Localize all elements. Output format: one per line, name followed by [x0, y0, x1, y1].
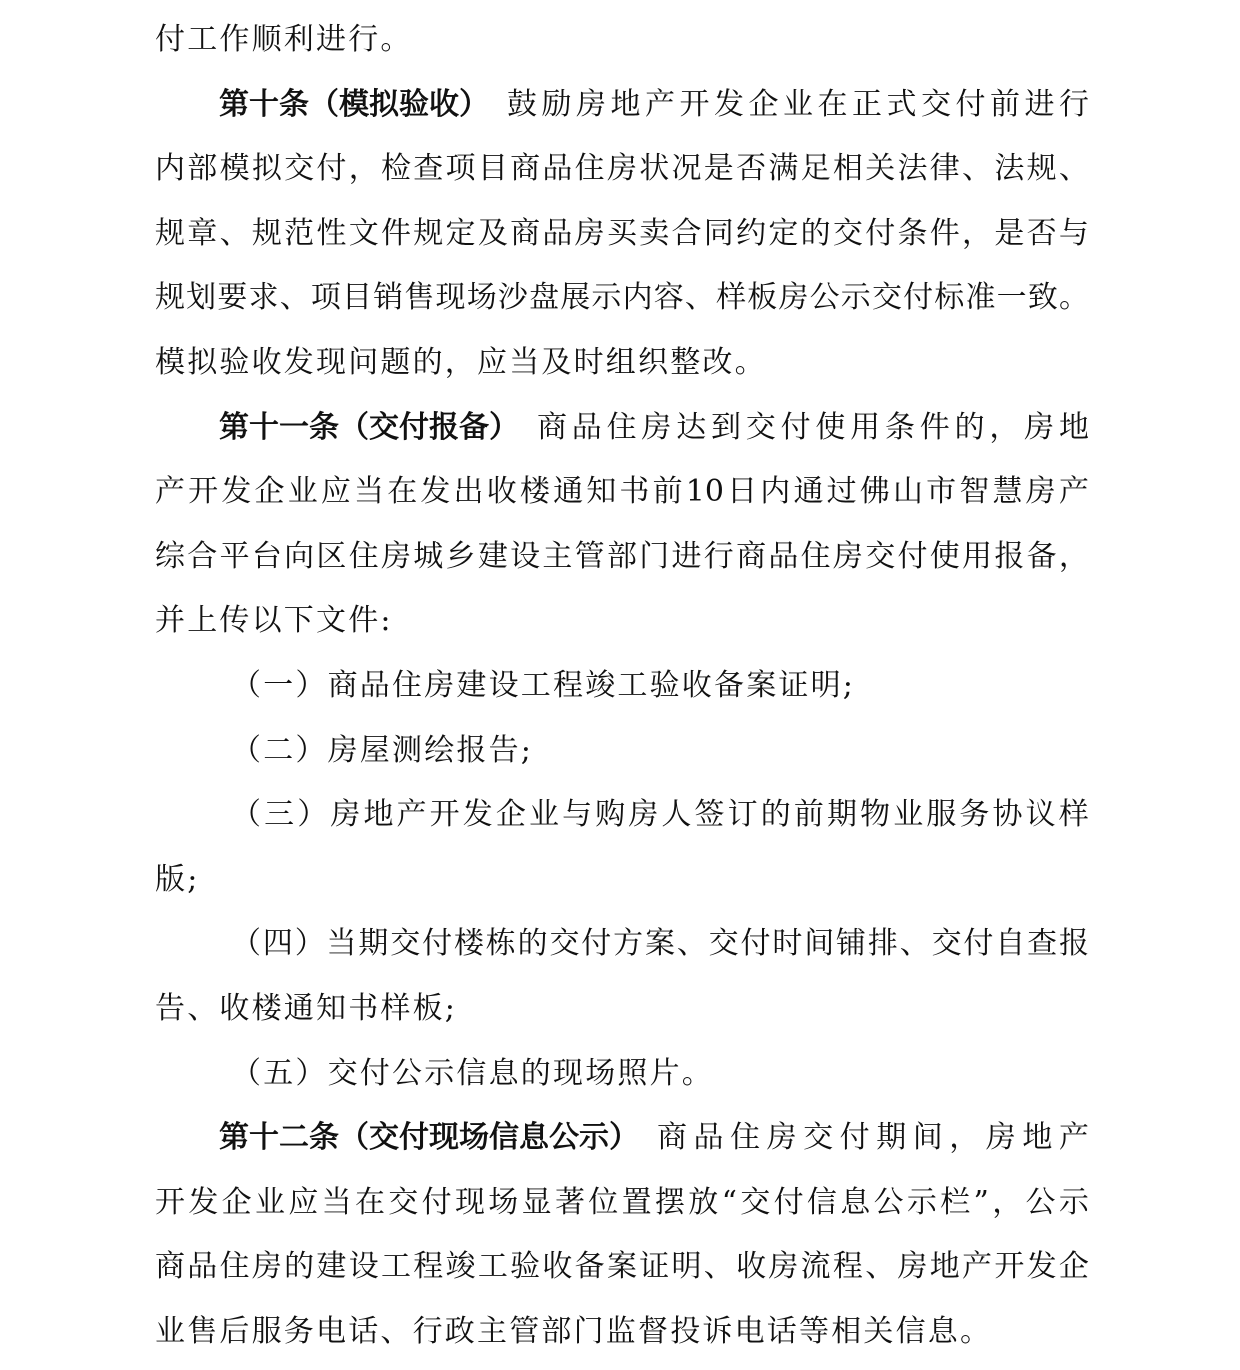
- body-text: 商 品 住 房 交 付 期 间 ， 房 地 产: [657, 1120, 1089, 1156]
- paragraph-line: [155, 137, 1089, 202]
- paragraph-line: [155, 1171, 1089, 1236]
- list-item-text: （ 四 ） 当 期 交 付 楼 栋 的 交 付 方 案 、 交 付 时 间 铺 排 、 交 付 自 查 报: [231, 926, 1089, 962]
- list-item-1: [155, 654, 1089, 719]
- list-item-text: 告、收楼通知书样板;: [155, 990, 458, 1026]
- body-text: 内 部 模 拟 交 付 ， 检 查 项 目 商 品 住 房 状 况 是 否 满 足 相 关 法 律 、 法 规 、: [155, 151, 1089, 187]
- paragraph-line: [155, 589, 1089, 654]
- body-text: 商 品 住 房 达 到 交 付 使 用 条 件 的 ， 房 地: [537, 409, 1089, 445]
- paragraph-line: [155, 1300, 1089, 1365]
- article-heading-10: 第十条（模拟验收）: [219, 86, 489, 122]
- list-item-text: （一）商品住房建设工程竣工验收备案证明;: [231, 667, 856, 703]
- list-item-text: （五）交付公示信息的现场照片。: [231, 1055, 714, 1091]
- body-text: 规 章 、 规 范 性 文 件 规 定 及 商 品 房 买 卖 合 同 约 定 的 交 付 条 件 ， 是 否 与: [155, 215, 1089, 251]
- body-text: 业售后服务电话、行政主管部门监督投诉电话等相关信息。: [155, 1313, 993, 1349]
- body-text: 产 开 发 企 业 应 当 在 发 出 收 楼 通 知 书 前 10 日 内 通 过 佛 山 市 智 慧 房 产: [155, 474, 1089, 510]
- body-text: 开 发 企 业 应 当 在 交 付 现 场 显 著 位 置 摆 放 “ 交 付 信 息 公 示 栏 ” ， 公 示: [155, 1184, 1089, 1220]
- article-heading-12: 第十二条（交付现场信息公示）: [219, 1120, 639, 1156]
- body-text: 并上传以下文件:: [155, 603, 393, 639]
- list-item-2: [155, 719, 1089, 784]
- paragraph-line: [155, 460, 1089, 525]
- paragraph-line: [155, 202, 1089, 267]
- list-item-4-continuation: [155, 977, 1089, 1042]
- article-heading-11: 第十一条（交付报备）: [219, 409, 519, 445]
- article-10-first-line: [155, 73, 1089, 138]
- paragraph-line: [155, 266, 1089, 331]
- list-item-3-continuation: [155, 848, 1089, 913]
- list-item-text: （ 三 ） 房 地 产 开 发 企 业 与 购 房 人 签 订 的 前 期 物 业 服 务 协 议 样: [231, 797, 1089, 833]
- paragraph-line: [155, 1235, 1089, 1300]
- body-text: 付工作顺利进行。: [155, 22, 413, 57]
- list-item-4: [155, 912, 1089, 977]
- document-page: [155, 8, 1089, 1364]
- body-text: 鼓 励 房 地 产 开 发 企 业 在 正 式 交 付 前 进 行: [507, 86, 1089, 122]
- paragraph-line: [155, 8, 1089, 73]
- list-item-3: [155, 783, 1089, 848]
- list-item-text: （二）房屋测绘报告;: [231, 732, 534, 768]
- body-text: 模拟验收发现问题的，应当及时组织整改。: [155, 344, 767, 380]
- list-item-5: [155, 1042, 1089, 1107]
- article-11-first-line: [155, 396, 1089, 461]
- paragraph-line: [155, 331, 1089, 396]
- body-text: 规 划 要 求 、 项 目 销 售 现 场 沙 盘 展 示 内 容 、 样 板 房 公 示 交 付 标 准 一 致 。: [155, 280, 1089, 316]
- body-text: 综 合 平 台 向 区 住 房 城 乡 建 设 主 管 部 门 进 行 商 品 住 房 交 付 使 用 报 备 ，: [155, 538, 1089, 574]
- body-text: 商 品 住 房 的 建 设 工 程 竣 工 验 收 备 案 证 明 、 收 房 流 程 、 房 地 产 开 发 企: [155, 1249, 1089, 1285]
- paragraph-line: [155, 525, 1089, 590]
- article-12-first-line: [155, 1106, 1089, 1171]
- list-item-text: 版;: [155, 861, 200, 897]
